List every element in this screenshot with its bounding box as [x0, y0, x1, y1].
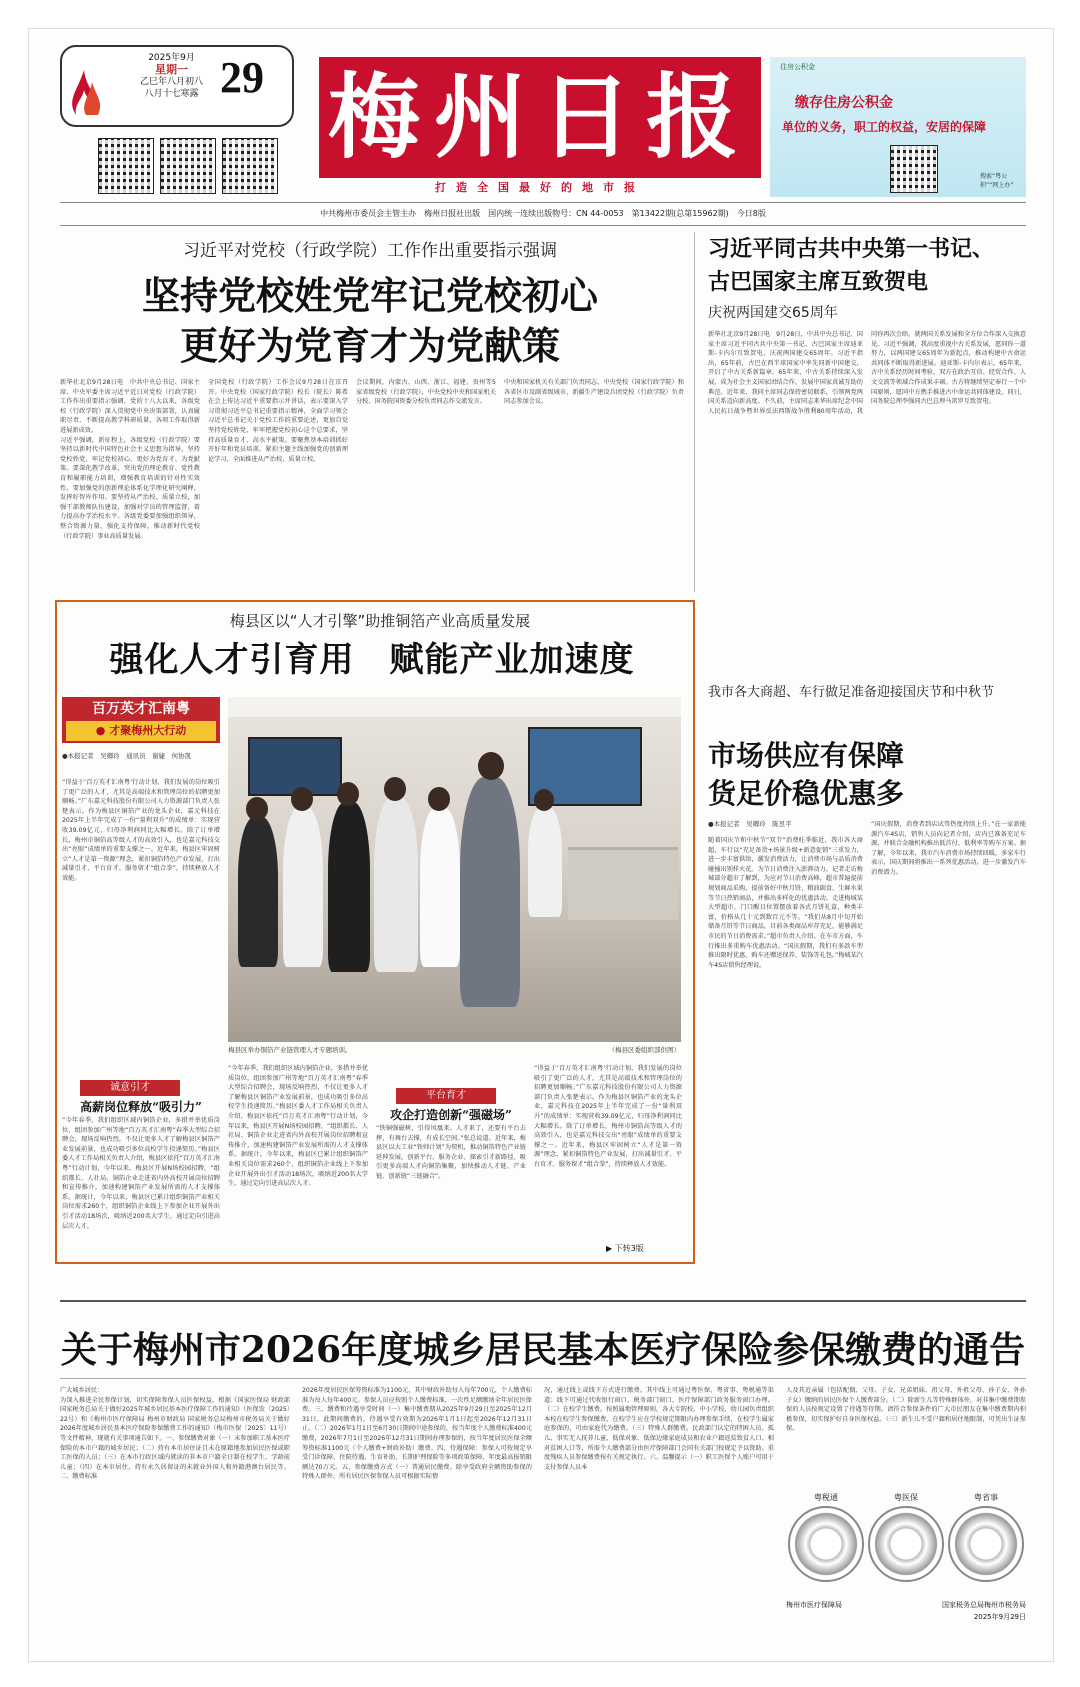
- notice-signatory-2: 国家税务总局梅州市税务局: [942, 1601, 1026, 1609]
- newspaper-title: 梅州日报: [327, 63, 752, 171]
- date-year-month: 2025年9月: [148, 53, 195, 63]
- lead-para-4: 会议期间，内蒙古、山西、浙江、福建、贵州等5家省级党校（行政学院），中央党校中央和国家机关分校、国务院国资委分校负责同志作交流发言。: [356, 379, 496, 406]
- notice-column-1: [60, 1386, 290, 1636]
- jump-arrow-icon: ▶: [606, 1244, 613, 1253]
- ad-headline: 缴存住房公积金: [795, 95, 893, 111]
- badge-line-1: 百万英才汇南粤: [92, 701, 190, 717]
- photo-person: [238, 817, 278, 967]
- subsection-1-body-b: “今年春季，我们组织区域内铜箔企业，多措并举优质岗位，组团参加广州等地“百万英才汇南粤”春季大型综合招聘会，现场反响热烈，不仅让更多人才了解梅县区铜箔产业发展前景，也成功吸引多位高校学生投递简历。”梅县区委人才工作局相关负责人介绍，梅县区依托“百万英才汇南粤”行动计划，今年以来，梅县区开展N场校园招聘，“组织都长、人社局、铜箔企业走进省内外高校开展岗位招聘和宣传推介，加速构建铜箔产业发展所需的人才支撑体系。据统计，今年以来，梅县区已累计组织铜箔产业相关岗位需求260个，组织铜箔企业线上下参加企业开展外出引才活动18场次，吸纳近200名大学生，通过定向引进高层次人才。: [228, 1065, 368, 1188]
- newspaper-emblem-icon: [66, 60, 108, 120]
- photo-screen-left: [248, 737, 342, 796]
- lead-para-5: 中央和国家机关有关部门负责同志，中央党校（国家行政学院）和各省区市及副省级城市、新疆生产建设兵团党校（行政学院）负责同志参加会议。: [504, 379, 684, 406]
- talent-intro: “得益于‘百万英才汇南粤’行动计划，我们发展的岗位吸引了更广泛的人才，尤其是高端技术和管理岗位的招聘更加顺畅。”广东嘉元科技股份有限公司人力资源部门负责人张楚表示。作为梅县区铜箔产业的龙头企业，嘉元科技在2025年上半年完成了一份“量利双升”的成绩单：实现营收39.09亿元，归母净利润同比大幅增长。除了订单增长，梅州市铜箔高等级人才的高效引入，也是嘉元科技交出“亮眼”成绩单的重要支撑之一。近年来，梅县区牢固树立“人才是第一资源”理念，紧扣铜箔特色产业发展，打出减量引才、平台育才、服务留才“组合拳”，持续释放人才效能。: [62, 779, 220, 882]
- photo-head: [428, 787, 450, 811]
- talent-kicker: 梅县区以“人才引擎”助推铜箔产业高质量发展: [229, 612, 531, 630]
- talent-badge: [62, 697, 220, 743]
- subsection-tag-1: 诚意引才: [80, 1080, 180, 1096]
- photo-person: [283, 807, 323, 967]
- photo-head: [337, 782, 359, 806]
- qr-code-1[interactable]: [98, 138, 154, 194]
- ad-slogan: 单位的义务，职工的权益，安居的保障: [782, 120, 987, 134]
- subsection-1-body-a: “今年春季，我们组织区域内铜箔企业，多措并举优质岗位，组团参加广州等地“百万英才汇南粤”春季大型综合招聘会，现场反响热烈，不仅让更多人才了解梅县区铜箔产业发展前景，也成功吸引多位高校学生投递简历。”梅县区委人才工作局相关负责人介绍，梅县区依托“百万英才汇南粤”行动计划，今年以来，梅县区开展N场校园招聘，“组织都长、人社局、铜箔企业走进省内外高校开展岗位招聘和宣传推介，加速构建铜箔产业发展所需的人才支撑体系。据统计，今年以来，梅县区已累计组织铜箔产业相关岗位需求260个，组织铜箔企业线上下参加企业开展外出引才活动18场次，吸纳近200名大学生，通过定向引进高层次人才。: [62, 1117, 220, 1230]
- lead-para-2: 习近平强调，新征程上，各级党校（行政学院）要坚持以新时代中国特色社会主义思想为指导，坚持党校姓党，牢记党校初心，更好为党育才、为党献策。要深化教学改革，突出党的理论教育、党性教育和履职能力培训，增强教育培训的针对性实效性。要加强党的创新理论体系化学理化研究阐释，发挥好智库作用。要坚持从严治校、质量立校，加强干部教师队伍建设，加强对学员的管理监督，着力提高办学治校水平。各级党委要加强组织领导，整合资源力量，强化支持保障，推动新时代党校（行政学院）事业高质量发展。: [60, 436, 200, 540]
- notice-title: 关于梅州市2026年度城乡居民基本医疗保险参保缴费的通告: [60, 1329, 1026, 1371]
- photo-person: [328, 802, 370, 972]
- notice-signatory-1: 梅州市医疗保障局: [786, 1601, 842, 1609]
- date-weekday: 星期一: [155, 63, 188, 76]
- photo-speaker: [460, 777, 520, 1007]
- cuba-headline-2: 古巴国家主席互致贺电: [708, 269, 929, 295]
- column-divider: [694, 232, 695, 592]
- publication-info-bar: 中共梅州市委员会主管主办 梅州日报社出版 国内统一连续出版物号：CN 44-0053 第13422期(总第15962期) 今日8版: [60, 202, 1026, 226]
- jump-text: 下转3版: [614, 1244, 644, 1253]
- notice-column-2: 2026年度居民医保筹资标准为1100元，其中财政补助每人每年700元，个人缴费标准为每人每年400元。参保人员应按照个人缴费标准，一次性足额缴纳全年居民医保费。三、缴费和待遇享受时间（一）集中缴费期从2025年9月29日至2025年12月31日，此期间缴费的，待遇享受有效期为2026年1月1日起至2026年12月31日止。（二）2026年1月1日至6月30日期间中途参保的，按当年度个人缴费标准400元缴费，2026年7月1日至2026年12月31日期间办理参保的，按当年度居民医保全额筹资标准1100元（个人缴费+财政补助）缴费。四、待遇保障：参保人可按规定享受门诊保障、住院待遇、生育补助、长期护理保险等多项政策保障，年度最高报销限额达70万元。五、参保缴费方式（一）普通居民缴费。除享受政府全额资助参保的特殊人群外，所有居民医保参保人员可根据实际情: [302, 1387, 532, 1481]
- notice-qr-group: [786, 1492, 1026, 1592]
- subsection-2-body: “铁铜强磁树，引得凤凰来。人才来了，还要有平台去摔，有舞台去撑，有成长空间。”张总说道。近年来，梅县区以大工业“铁帅计划”为契机，推动铜箔特色产业链延伸发展，创新平台、服务企业、探索引才新路径、吸引更多高端人才向铜箔集聚，加快推动人才链、产业链、创新链“三链融合”。: [376, 1125, 526, 1180]
- newspaper-slogan: 打造全国最好的地市报: [319, 178, 761, 198]
- notice-col1-text: 为深入推进全民参保计划，切实保障参保人员医保权益，根据《国家医保局 财政部 国家税务总局关于做好2025年城乡居民基本医疗保障工作的通知》（医保发〔2025〕22号）和《梅州市医疗保障局 梅州市财政局 国家税务总局梅州市税务局关于做好2026年度城乡居民基本医疗保险参保缴费工作的通知》（梅市医保〔2025〕11号）等文件精神，现就有关事项通告如下。一、参保缴费对象（一）未参加职工基本医疗保险的本市户籍的城乡居民；（二）持有本市居住证且未在原籍地参加居民医保或职工医保的人员；（三）在本市行政区域内就读的非本市户籍全日制在校学生、学龄前儿童；（四）在本市居住，持有永久居留证的未就业外国人和外籍港澳台居民等。二、缴费标准: [60, 1396, 290, 1481]
- photo-head: [384, 777, 406, 801]
- continued-jump[interactable]: [606, 1243, 644, 1254]
- notice-column-4: 人及其近亲属（包括配偶、父母、子女、兄弟姐妹、祖父母、外祖父母、孙子女、外孙子女）缴纳的居民医保个人缴费部分。（二）除新生儿等特殊群体外，对非集中缴费期参保的人员按规定设置了待遇等待期。请符合参保条件的广大市民朋友在集中缴费期内积极参保，切实保护好自身医保权益。（三）新生儿不受户籍和居住地限制，可凭出生证参保。: [786, 1387, 1026, 1433]
- photo-head: [478, 752, 504, 780]
- qr-code-yueyibao[interactable]: [868, 1506, 944, 1582]
- qr-label-yueyibao: 粤医保: [894, 1493, 918, 1502]
- qr-code-yuesuitong[interactable]: [788, 1506, 864, 1582]
- qr-label-yuesuitong: 粤税通: [814, 1493, 838, 1502]
- lead-headline-2: 更好为党育才为党献策: [179, 323, 560, 368]
- photo-person: [420, 807, 460, 967]
- notice-column-3: 况，通过线上或线下方式进行缴费。其中线上可通过粤医保、粤省事、粤税通等渠道；线下可通过代收银行窗口、税务部门窗口、医疗保障部门政务服务窗口办理。（二）在校学生缴费。按照属地管理原则，各大专院校、中小学校、幼儿园负责组织本校在校学生参保缴费，在校学生应在学校规定期限内办理参保手续，在校学生属家庭参保的，可由家庭代为缴费。（三）特殊人群缴费。民政部门认定的特困人员、孤儿、事实无人抚养儿童、低保对象、低保边缘家庭成员和农业户籍返贫致贫人口、相对贫困人口等，所需个人缴费部分由医疗保障部门会同有关部门按规定予以资助。重度残疾人员参保缴费按有关规定执行。六、温馨提示（一）职工医保个人账户可用于支付参保人员本: [544, 1387, 774, 1471]
- date-day-number: 29: [220, 53, 264, 102]
- training-photo: [228, 697, 681, 1042]
- market-byline: ●本报记者 吴卿玲 陈昱平: [708, 820, 792, 828]
- lead-column-4: [504, 378, 684, 588]
- photo-head: [534, 789, 554, 811]
- subsection-2-body-b: “得益于‘百万英才汇南粤’行动计划，我们发展的岗位吸引了更广泛的人才，尤其是高端技术和管理岗位的招聘更加顺畅。”广东嘉元科技股份有限公司人力资源部门负责人张楚表示。作为梅县区铜箔产业的龙头企业，嘉元科技在2025年上半年完成了一份“量利双升”的成绩单：实现营收39.09亿元，归母净利润同比大幅增长。除了订单增长，梅州市铜箔高等级人才的高效引入，也是嘉元科技交出“亮眼”成绩单的重要支撑之一。近年来，梅县区牢固树立“人才是第一资源”理念，紧扣铜箔特色产业发展，打出减量引才、平台育才、服务留才“组合拳”，持续释放人才效能。: [534, 1065, 682, 1168]
- photo-person: [374, 797, 418, 972]
- date-lunar-2: 八月十七寒露: [144, 89, 199, 99]
- notice-date: 2025年9月29日: [973, 1613, 1026, 1621]
- ad-org: 住房公积金: [780, 63, 815, 71]
- lead-column-1: [60, 378, 200, 588]
- talent-byline: ●本报记者 吴卿玲 通讯员 谢婕 何协凯: [62, 752, 192, 760]
- market-column-2: “国庆假期，消费者到店试驾热度持续上升。”在一家新能源汽车4S店，销售人员向记者介绍，店内已准备充足车源，并联合金融机构推出低首付、低利率等购车方案。据了解，今年以来，我市汽车消费市场持续回暖，多家车行表示，国庆期间将推出一系列优惠活动，进一步激发汽车消费潜力。: [871, 821, 1026, 876]
- cuba-body: 新华社北京9月28日电 9月28日，中共中央总书记、国家主席习近平同古共中央第一书记、古巴国家主席迪亚斯-卡内尔互致贺电，庆祝两国建交65周年。习近平指出，65年前，古巴在西半球国家中率先同新中国建交，开启了中古关系新篇章。65年来，中古关系持续深入发展，成为社会主义国家团结合作、发展中国家真诚互助的典范。近年来，我同主席同志保持密切联系，引领两党两国关系迈向新高度。不久前，主席同志来华出席纪念中国人民抗日战争暨世界反法西斯战争胜利80周年活动，我同你再次会晤，就两国关系发展和全方位合作深入交换意见。习近平强调，我高度重视中古关系发展，愿同你一道努力，以两国建交65周年为新起点，推动构建中古命运共同体不断取得新进展。迪亚斯-卡内尔表示，65年来，古中关系经历时间考验，双方在政治互信、经贸合作、人文交流等领域合作成果丰硕。古方将继续坚定奉行一个中国原则，愿同中方携手推进古中命运共同体建设。同日，国务院总理李强同古巴总理马雷罗互致贺电。: [708, 331, 1026, 415]
- cuba-headline-1: 习近平同古共中央第一书记、: [708, 236, 995, 262]
- photo-display-table: [568, 847, 678, 920]
- photo-head: [291, 787, 313, 811]
- qr-code-yueshengshi[interactable]: [948, 1506, 1024, 1582]
- market-kicker: 我市各大商超、车行做足准备迎接国庆节和中秋节: [708, 685, 995, 700]
- lead-column-2: [208, 378, 348, 588]
- qr-code-2[interactable]: [160, 138, 216, 194]
- market-headline-2: 货足价稳优惠多: [708, 777, 905, 810]
- market-headline-1: 市场供应有保障: [708, 739, 905, 772]
- lead-kicker: 习近平对党校（行政学院）工作作出重要指示强调: [183, 241, 557, 261]
- notice-top-rule: [60, 1300, 1026, 1302]
- subsection-2-headline: 攻企打造创新“强磁场”: [390, 1108, 512, 1122]
- location-pin-icon: ●: [95, 724, 106, 737]
- lead-headline-1: 坚持党校姓党牢记党校初心: [141, 273, 598, 318]
- notice-salutation: 广大城乡居民：: [60, 1387, 104, 1394]
- cuba-subhead: 庆祝两国建交65周年: [708, 305, 838, 321]
- qr-code-3[interactable]: [222, 138, 278, 194]
- date-info: [140, 52, 203, 100]
- badge-line-2-text: 才聚梅州大行动: [109, 724, 187, 737]
- date-lunar-1: 乙巳年八月初八: [140, 77, 204, 87]
- notice-title-rule: [60, 1378, 1026, 1379]
- photo-caption-source: （梅县区委组织部供图）: [608, 1046, 680, 1054]
- ad-qr-caption: 搜索“粤公积”“网上办”: [980, 173, 1014, 189]
- lead-para-3: 全国党校（行政学院）工作会议9月28日在京召开。中央党校（国家行政学院）校长（院长）陈希在会上传达习近平重要指示并讲话，表示要深入学习贯彻习近平总书记重要指示精神，全面学习领会习近平总书记关于党校工作的重要论述，更加自觉坚持党校姓党，牢牢把握党校初心这个总要求，坚持高质量育才、高水平献策。要聚焦基本培训抓好开好年和党员培训，紧扣主题主线加强党的创新理论学习，全面推进从严治校、质量立校。: [208, 379, 348, 463]
- photo-head: [246, 797, 268, 821]
- lead-para-1: 新华社北京9月28日电 中共中央总书记、国家主席、中央军委主席习近平近日对党校（行政学院）工作作出重要指示强调，党的十八大以来，各级党校（行政学院）深入贯彻党中央决策部署，认真履职尽责，不断提高教学科研质量，各项工作取得新进展新成效。: [60, 379, 200, 434]
- subsection-1-headline: 高薪岗位释放“吸引力”: [80, 1100, 202, 1114]
- photo-ceiling: [228, 697, 681, 717]
- market-column-1: 随着国庆节和中秋节“双节”消费旺季临近，我市各大商超、车行以“充足备货+场景升级+新意促销”三重发力，进一步丰富供给，激发消费活力，让消费市场与品质消费碰撞出别样火花。为节日消费注入澎湃动力。记者走访梅城部分超市了解到，为应对节日消费高峰，超市普遍提前规划商品采购，提前备好中秋月饼、粮油副食、生鲜水果等节日热销商品，并推出多样化的优惠活动。走进梅城某大型超市，门口醒目位置摆放着各式月饼礼盒，种类丰富，价格从几十元到数百元不等。“我们从8月中旬开始储备月饼等节日商品，目前各类商品库存充足，能够满足市民的节日消费需求。”超市负责人介绍。在车市方面，车行推出多重购车优惠活动。“国庆假期，我们有多款车型推出限时优惠，购车还赠送保养、装饰等礼包。”梅城某汽车4S店销售经理说。: [708, 837, 863, 969]
- lead-column-3: [356, 378, 496, 588]
- photo-person: [528, 807, 562, 917]
- badge-line-2: [66, 721, 216, 741]
- subsection-tag-2: 平台育才: [396, 1088, 496, 1104]
- photo-caption: 梅县区举办铜箔产业链管理人才专题培训。: [228, 1046, 352, 1054]
- talent-headline: 强化人才引育用 赋能产业加速度: [109, 640, 635, 680]
- qr-label-yueshengshi: 粤省事: [974, 1493, 998, 1502]
- ad-qr-code[interactable]: [890, 145, 938, 193]
